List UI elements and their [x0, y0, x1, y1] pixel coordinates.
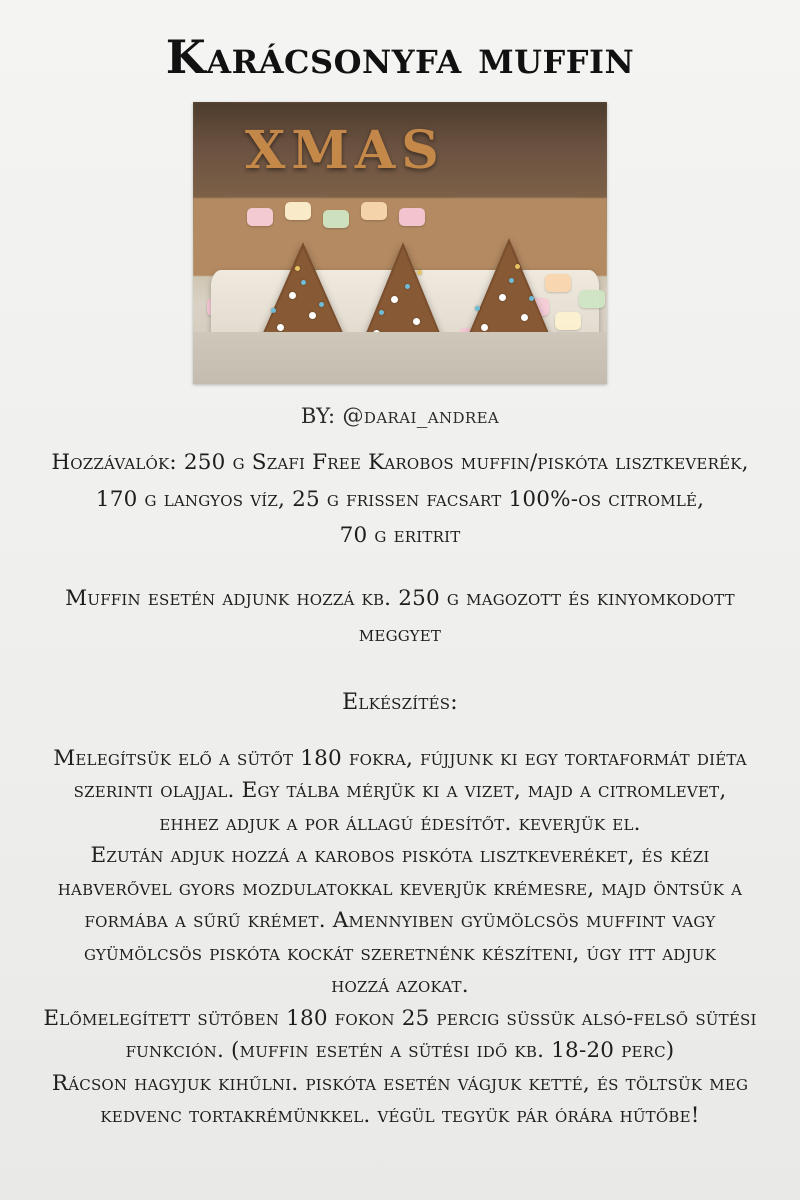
method-step-line: kedvenc tortakrémünkkel. végül tegyük pár órára hűtőbe!: [100, 1103, 700, 1129]
photo-counter-edge: [193, 332, 607, 384]
recipe-body: [30, 438, 770, 1134]
method-step-line: Előmelegített sütőben 180 fokon 25 percig süssük alsó-felső sütési: [43, 1005, 757, 1031]
ingredients-line-2: 170 g langyos víz, 25 g frissen facsart 100%-os citromlé,: [95, 486, 705, 512]
note-line-2: meggyet: [358, 622, 442, 648]
marshmallow: [247, 208, 273, 226]
photo-canvas: [193, 102, 607, 384]
note-block: [30, 584, 770, 651]
method-label: Elkészítés:: [342, 689, 458, 715]
marshmallow: [323, 210, 349, 228]
method-step-line: szerinti olajjal. Egy tálba mérjük ki a vizet, majd a citromlevet,: [73, 778, 727, 804]
method-step-line: funkción. (muffin esetén a sütési idő kb. 18-20 perc): [125, 1038, 675, 1064]
method-step-line: habverővel gyors mozdulatokkal keverjük krémesre, majd öntsük a: [57, 875, 743, 901]
ingredients-line-1: Hozzávalók: 250 g Szafi Free Karobos muffin/piskóta lisztkeverék,: [51, 450, 749, 475]
method-steps: [30, 744, 770, 1132]
note-line-1: Muffin esetén adjunk hozzá kb. 250 g magozott és kinyomkodott: [65, 585, 735, 611]
ingredients-block: [30, 448, 770, 552]
method-step-line: gyümölcsös piskóta kockát szeretnénk készíteni, úgy itt adjuk: [84, 940, 716, 966]
method-step-line: formába a sűrű krémet. Amennyiben gyümölcsös muffint vagy: [84, 908, 716, 934]
page-title: Karácsonyfa muffin: [165, 30, 635, 84]
recipe-photo: [193, 102, 607, 384]
byline: BY: @darai_andrea: [300, 404, 500, 428]
marshmallow: [285, 202, 311, 220]
xmas-letters-decor: XMAS: [245, 120, 445, 181]
method-step-line: Melegítsük elő a sütőt 180 fokra, fújjunk ki egy tortaformát diéta: [53, 745, 747, 771]
ingredients-line-3: 70 g eritrit: [339, 523, 461, 549]
marshmallow: [361, 202, 387, 220]
method-step-line: Ezután adjuk hozzá a karobos piskóta lisztkeveréket, és kézi: [90, 843, 710, 869]
method-step-line: ehhez adjuk a por állagú édesítőt. keverjük el.: [159, 810, 641, 836]
marshmallow: [399, 208, 425, 226]
method-step-line: Rácson hagyjuk kihűlni. piskóta esetén vágjuk ketté, és töltsük meg: [51, 1070, 749, 1096]
marshmallow: [579, 290, 605, 308]
method-step-line: hozzá azokat.: [331, 973, 469, 999]
